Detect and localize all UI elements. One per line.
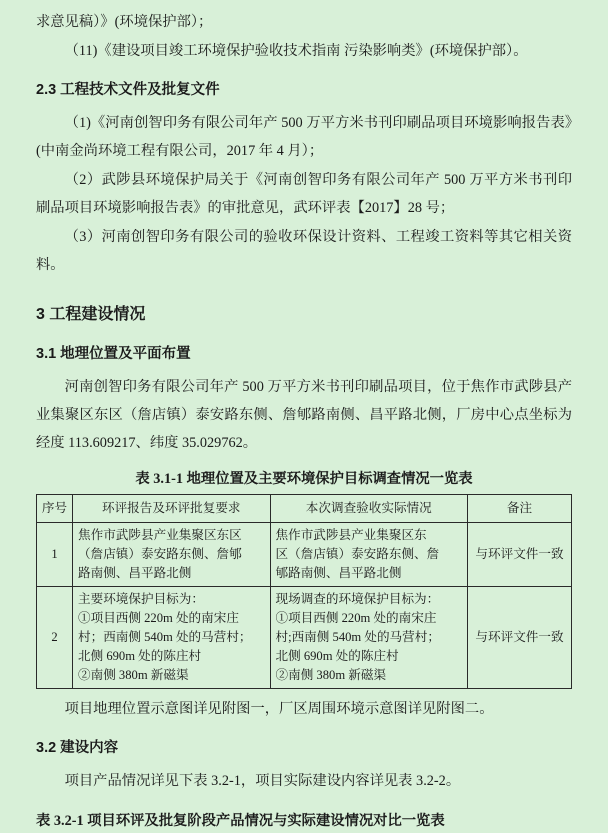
cell-line: 北侧 690m 处的陈庄村 xyxy=(78,649,202,663)
paragraph-top-2: （11)《建设项目竣工环境保护验收技术指南 污染影响类》(环境保护部）。 xyxy=(64,43,528,59)
table-3-1-1 xyxy=(36,494,572,689)
cell-line: ①项目西侧 220m 处的南宋庄 xyxy=(78,611,239,625)
table-header-cell: 备注 xyxy=(468,495,572,523)
table-header-cell: 本次调查验收实际情况 xyxy=(270,495,468,523)
table-cell-requirement xyxy=(73,523,271,587)
cell-line: （詹店镇）泰安路东侧、詹郇 xyxy=(78,547,242,561)
paragraph-top-1: 求意见稿）》(环境保护部）； xyxy=(36,14,213,30)
paragraph-2-3-1: （1)《河南创智印务有限公司年产 500 万平方米书刊印刷品项目环境影响报告表》(中南金尚环境工程有限公司，2017 年 4 月）； xyxy=(36,115,572,159)
cell-line: 北侧 690m 处的陈庄村 xyxy=(275,649,399,663)
table-cell-note: 与环评文件一致 xyxy=(468,523,572,587)
cell-line: 焦作市武陟县产业集聚区东区 xyxy=(78,528,242,542)
table-cell-actual xyxy=(270,587,468,689)
cell-line: 区（詹店镇）泰安路东侧、詹 xyxy=(275,547,440,561)
cell-line: ①项目西侧 220m 处的南宋庄 xyxy=(275,611,437,625)
heading-2-3: 2.3 工程技术文件及批复文件 xyxy=(36,82,220,98)
cell-line: 路南侧、昌平路北侧 xyxy=(78,566,192,580)
table-cell-index: 2 xyxy=(37,587,73,689)
heading-3: 3 工程建设情况 xyxy=(36,306,146,323)
table-header-row xyxy=(37,495,572,523)
heading-3-1: 3.1 地理位置及平面布置 xyxy=(36,346,191,362)
table-cell-actual xyxy=(270,523,468,587)
cell-line: 主要环境保护目标为： xyxy=(78,592,204,606)
table-caption-3-2-1: 表 3.2-1 项目环评及批复阶段产品情况与实际建设情况对比一览表 xyxy=(36,813,445,829)
paragraph-3-2: 项目产品情况详见下表 3.2-1，项目实际建设内容详见表 3.2-2。 xyxy=(64,773,461,789)
table-header-cell: 序号 xyxy=(37,495,73,523)
table-row xyxy=(37,587,572,689)
table-row xyxy=(37,523,572,587)
cell-line: ②南侧 380m 新磁渠 xyxy=(78,668,189,682)
paragraph-2-3-2: （2）武陟县环境保护局关于《河南创智印务有限公司年产 500 万平方米书刊印刷品项目环境影响报告表》的审批意见，武环评表【2017】28 号； xyxy=(36,172,572,216)
heading-3-2: 3.2 建设内容 xyxy=(36,740,119,756)
cell-line: ②南侧 380m 新磁渠 xyxy=(275,668,387,682)
cell-line: 现场调查的环境保护目标为： xyxy=(275,592,440,606)
paragraph-2-3-3: （3）河南创智印务有限公司的验收环保设计资料、工程竣工资料等其它相关资料。 xyxy=(36,229,572,273)
cell-line: 村;西南侧 540m 处的马营村； xyxy=(275,630,440,644)
table-header-cell: 环评报告及环评批复要求 xyxy=(73,495,271,523)
cell-line: 村；西南侧 540m 处的马营村； xyxy=(78,630,252,644)
table-caption-3-1-1: 表 3.1-1 地理位置及主要环境保护目标调查情况一览表 xyxy=(135,471,473,487)
cell-line: 郇路南侧、昌平路北侧 xyxy=(275,566,402,580)
table-cell-note: 与环评文件一致 xyxy=(468,587,572,689)
table-cell-index: 1 xyxy=(37,523,73,587)
paragraph-after-table: 项目地理位置示意图详见附图一，厂区周围环境示意图详见附图二。 xyxy=(64,701,494,717)
paragraph-3-1: 河南创智印务有限公司年产 500 万平方米书刊印刷品项目，位于焦作市武陟县产业集聚区东区（詹店镇）泰安路东侧、詹郇路南侧、昌平路北侧，厂房中心点坐标为经度 113.609217、纬度 35.029762。 xyxy=(36,379,572,451)
cell-line: 焦作市武陟县产业集聚区东 xyxy=(275,528,427,542)
table-cell-requirement xyxy=(73,587,271,689)
